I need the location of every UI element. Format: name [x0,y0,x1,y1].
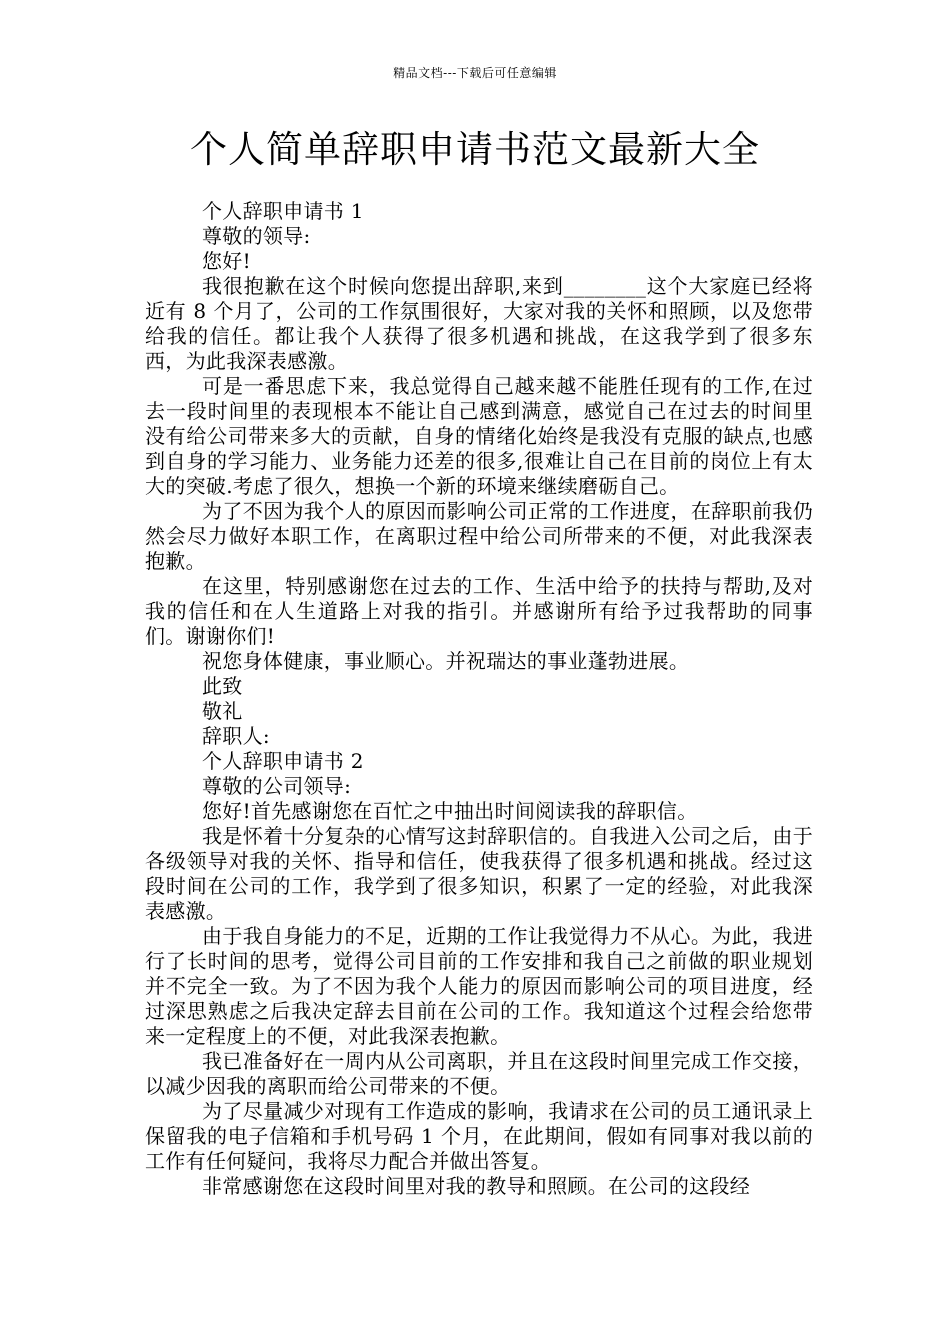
letter1-greeting: 您好! [202,249,251,273]
letter1-salutation: 尊敬的领导: [202,224,311,248]
letter1-wish: 祝您身体健康，事业顺心。并祝瑞达的事业蓬勃进展。 [202,649,690,673]
letter1-heading: 个人辞职申请书 1 [202,199,364,223]
letter2-paragraph-2: 由于我自身能力的不足，近期的工作让我觉得力不从心。为此，我进行了长时间的思考，觉得公司目前的工作安排和我自己之前做的职业规划并不完全一致。为了不因为我个人能力的原因而影响公司的项目进度，经过深思熟虑之后我决定辞去目前在公司的工作。我知道这个过程会给您带来一定程度上的不便，对此我深表抱歉。 [145,924,813,1048]
letter2-paragraph-4: 为了尽量减少对现有工作造成的影响，我请求在公司的员工通讯录上保留我的电子信箱和手机号码 1 个月，在此期间，假如有同事对我以前的工作有任何疑问，我将尽力配合并做出答复。 [145,1099,813,1173]
letter2-paragraph-1: 我是怀着十分复杂的心情写这封辞职信的。自我进入公司之后，由于各级领导对我的关怀、指导和信任，使我获得了很多机遇和挑战。经过这段时间在公司的工作，我学到了很多知识，积累了一定的经验，对此我深表感激。 [145,824,813,923]
letter1-closing-1: 此致 [202,674,243,698]
letter2-paragraph-5: 非常感谢您在这段时间里对我的教导和照顾。在公司的这段经 [202,1174,751,1198]
letter2-salutation: 尊敬的公司领导: [202,774,352,798]
letter1-paragraph-2: 可是一番思虑下来，我总觉得自己越来越不能胜任现有的工作,在过去一段时间里的表现根本不能让自己感到满意，感觉自己在过去的时间里没有给公司带来多大的贡献，自身的情绪化始终是我没有克服的缺点,也感到自身的学习能力、业务能力还差的很多,很难让自己在目前的岗位上有太大的突破.考虑了很久，想换一个新的环境来继续磨砺自己。 [145,374,813,498]
letter2-paragraph-3: 我已准备好在一周内从公司离职，并且在这段时间里完成工作交接，以减少因我的离职而给公司带来的不便。 [145,1049,813,1098]
letter1-paragraph-3: 为了不因为我个人的原因而影响公司正常的工作进度，在辞职前我仍然会尽力做好本职工作，在离职过程中给公司所带来的不便，对此我深表抱歉。 [145,499,813,573]
letter2-greeting: 您好!首先感谢您在百忙之中抽出时间阅读我的辞职信。 [202,799,698,823]
letter2-heading: 个人辞职申请书 2 [202,749,364,773]
letter1-closing-2: 敬礼 [202,699,243,723]
letter1-paragraph-4: 在这里，特别感谢您在过去的工作、生活中给予的扶持与帮助,及对我的信任和在人生道路上对我的指引。并感谢所有给予过我帮助的同事们。谢谢你们! [145,574,813,648]
document-body [145,199,813,1199]
document-title: 个人简单辞职申请书范文最新大全 [190,128,760,171]
letter1-paragraph-1: 我很抱歉在这个时候向您提出辞职,来到________这个大家庭已经将近有 8 个月了，公司的工作氛围很好，大家对我的关怀和照顾，以及您带给我的信任。都让我个人获得了很多机遇和挑战，在这我学到了很多东西，为此我深表感激。 [145,274,813,373]
letter1-signature: 辞职人: [202,724,270,748]
header-note: 精品文档---下载后可任意编辑 [393,66,557,80]
